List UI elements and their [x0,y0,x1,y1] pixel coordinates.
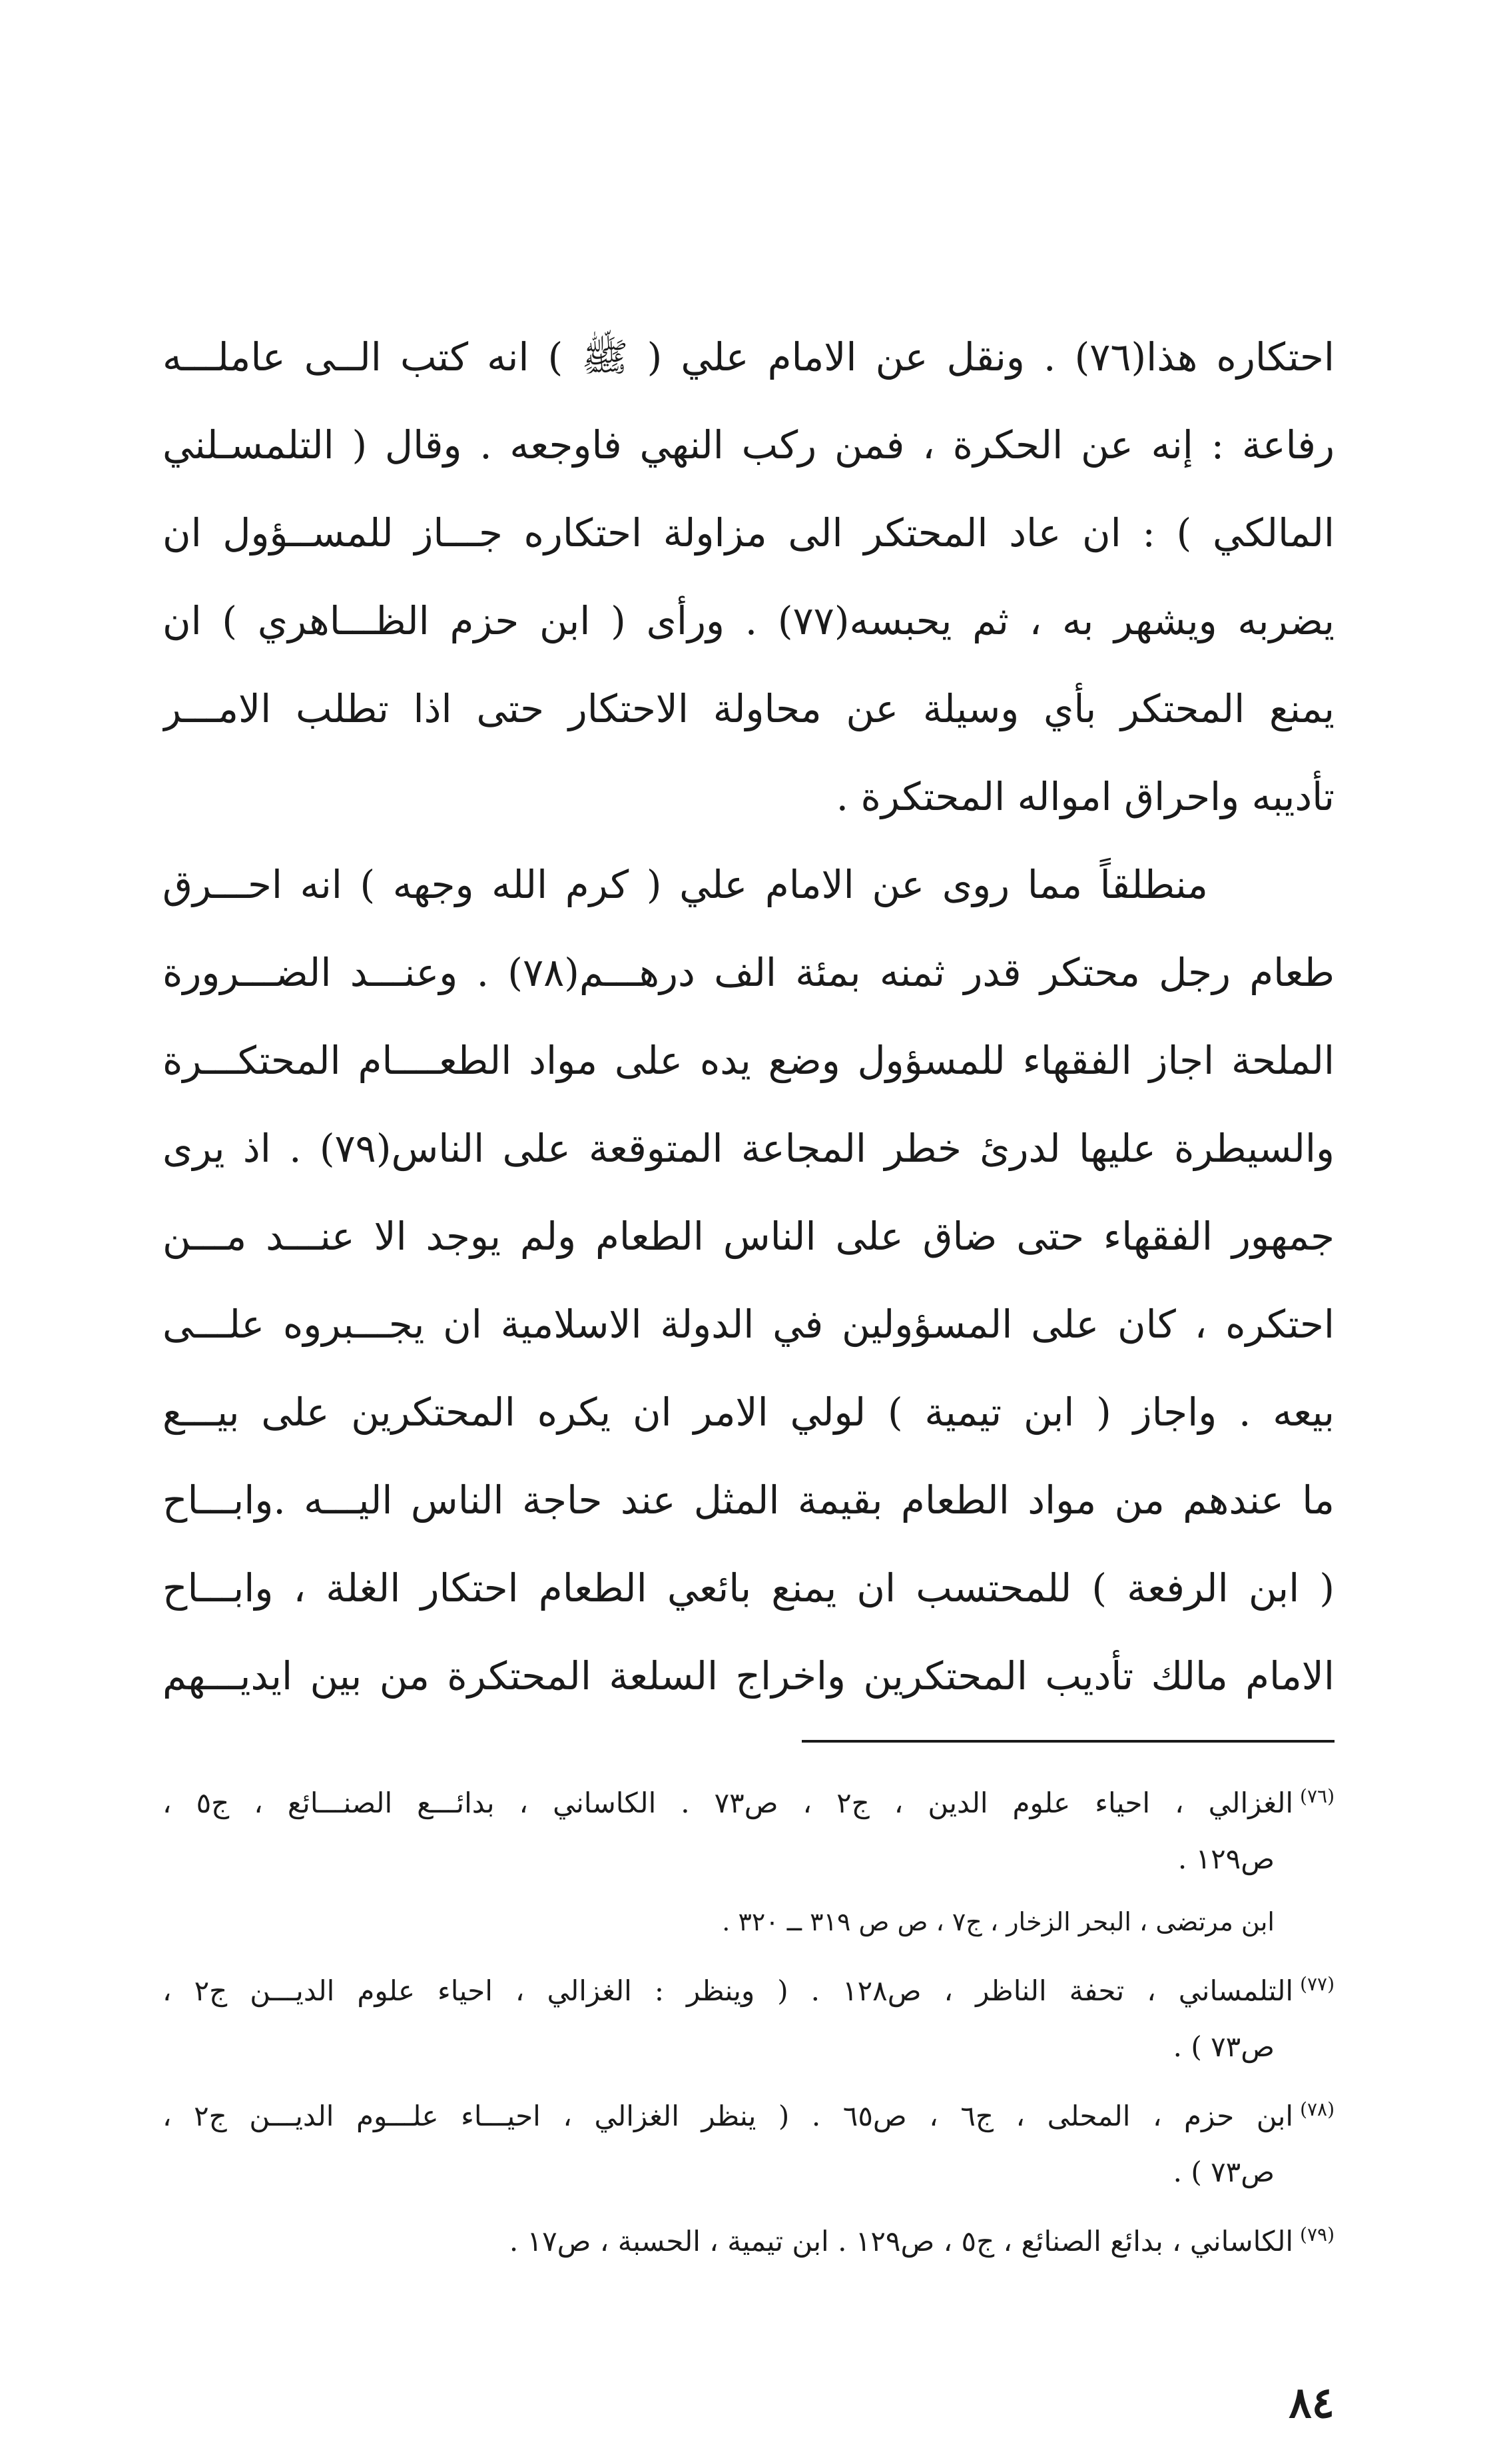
footnote-text: التلمساني ، تحفة الناظر ، ص١٢٨ . ( وينظر : الغزالي ، احياء علوم الديـــن ج٢ ، [162,1974,1294,2007]
body-line: الملحة اجاز الفقهاء للمسؤول وضع يده على مواد الطعــــام المحتكـــرة [162,1038,1335,1083]
footnote-76 [162,1765,1335,1828]
page-number: ٨٤ [1289,2378,1335,2428]
body-line: احتكاره هذا(٧٦) . ونقل عن الامام علي ( ﷺ ) انه كتب الــى عاملـــه [162,334,1335,380]
footnote-78 [162,2078,1335,2141]
body-line: المالكي ) : ان عاد المحتكر الى مزاولة احتكاره جـــاز للمســؤول ان [162,510,1335,556]
body-line: الامام مالك تأديب المحتكرين واخراج السلعة المحتكرة من بين ايديـــهم [162,1653,1335,1699]
body-line: يضربه ويشهر به ، ثم يحبسه(٧٧) . ورأى ( ابن حزم الظـــاهري ) ان [162,598,1335,643]
footnote-number: (٧٩) [1300,2224,1335,2246]
body-line: رفاعة : إنه عن الحكرة ، فمن ركب النهي فاوجعه . وقال ( التلمسـلني [162,422,1335,468]
footnote-text: الغزالي ، احياء علوم الدين ، ج٢ ، ص٧٣ . الكاساني ، بدائـــع الصنـــائع ، ج٥ ، [162,1787,1294,1819]
footnote-continuation: ص٧٣ ) . [1173,2030,1275,2063]
footnote-separator [802,1740,1335,1743]
body-line: يمنع المحتكر بأي وسيلة عن محاولة الاحتكار حتى اذا تطلب الامـــر [162,686,1335,731]
body-line: تأديبه واحراق امواله المحتكرة . [836,774,1335,819]
footnote-number: (٧٦) [1300,1785,1335,1807]
footnote-79 [162,2204,1335,2266]
body-line: ما عندهم من مواد الطعام بقيمة المثل عند حاجة الناس اليـــه .وابـــاح [162,1477,1335,1523]
body-line: والسيطرة عليها لدرئ خطر المجاعة المتوقعة على الناس(٧٩) . اذ يرى [162,1126,1335,1171]
body-line: احتكره ، كان على المسؤولين في الدولة الاسلامية ان يجـــبروه علـــى [162,1302,1335,1347]
footnote-text: الكاساني ، بدائع الصنائع ، ج٥ ، ص١٢٩ . ابن تيمية ، الحسبة ، ص١٧ . [509,2225,1294,2258]
body-text [162,313,1335,1720]
body-line: بيعه . واجاز ( ابن تيمية ) لولي الامر ان يكره المحتكرين على بيـــع [162,1390,1335,1435]
footnotes [162,1765,1335,2266]
body-line: ( ابن الرفعة ) للمحتسب ان يمنع بائعي الطعام احتكار الغلة ، وابـــاح [162,1565,1335,1611]
footnote-sub-reference: ابن مرتضى ، البحر الزخار ، ج٧ ، ص ص ٣١٩ ــ ٣٢٠ . [722,1907,1275,1936]
footnote-number: (٧٨) [1300,2098,1335,2120]
body-line: جمهور الفقهاء حتى ضاق على الناس الطعام ولم يوجد الا عنـــد مـــن [162,1214,1335,1259]
body-line: طعام رجل محتكر قدر ثمنه بمئة الف درهـــم(٧٨) . وعنـــد الضـــرورة [162,950,1335,995]
footnote-77 [162,1953,1335,2016]
footnote-text: ابن حزم ، المحلى ، ج٦ ، ص٦٥ . ( ينظر الغزالي ، احيـــاء علـــوم الديـــن ج٢ ، [162,2100,1294,2132]
footnote-continuation: ص٧٣ ) . [1173,2156,1275,2188]
footnote-number: (٧٧) [1300,1973,1335,1995]
body-line: منطلقاً مما روى عن الامام علي ( كرم الله وجهه ) انه احـــرق [162,862,1208,907]
footnote-continuation: ص١٢٩ . [1177,1843,1275,1875]
